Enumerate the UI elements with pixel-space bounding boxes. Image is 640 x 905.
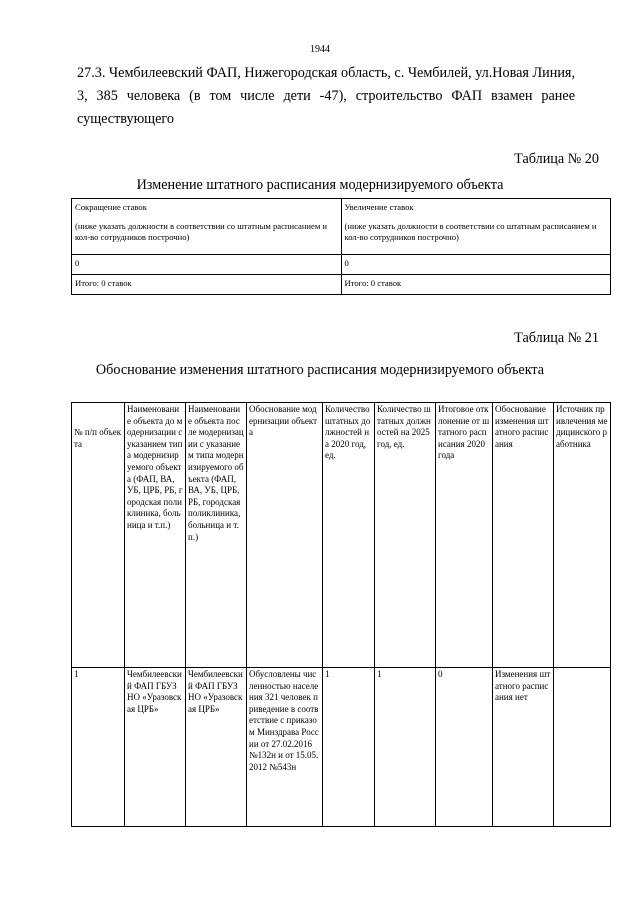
header-staff-source: Источник привлечения медицинского работника bbox=[554, 403, 611, 668]
reduction-header-cell bbox=[72, 199, 342, 255]
table-21-title: Обоснование изменения штатного расписания модернизируемого объекта bbox=[95, 362, 545, 378]
table-20-title: Изменение штатного расписания модернизируемого объекта bbox=[136, 177, 504, 193]
cell-staff-2025: 1 bbox=[375, 668, 436, 827]
header-name-before: Наименование объекта до модернизации с указанием типа модернизируемого объекта (ФАП, ВА, УБ, ЦРБ, РБ, городская поликлиника, больница и т.п.) bbox=[125, 403, 186, 668]
header-staff-2025: Количество штатных должностей на 2025 год, ед. bbox=[375, 403, 436, 668]
staffing-justification-table bbox=[71, 402, 611, 827]
header-object-number: № п/п объекта bbox=[72, 403, 125, 668]
increase-header-cell bbox=[341, 199, 611, 255]
staffing-change-table bbox=[71, 198, 611, 295]
cell-staff-source bbox=[554, 668, 611, 827]
header-name-after: Наименование объекта после модернизации с указанием типа модернизируемого объекта (ФАП, ВА, УБ, ЦРБ, РБ, городская поликлиника, больница и т.п.) bbox=[186, 403, 247, 668]
header-change-reason: Обоснование изменения штатного расписания bbox=[493, 403, 554, 668]
increase-header: Увеличение ставок bbox=[344, 202, 414, 212]
section-paragraph: 27.3. Чембилеевский ФАП, Нижегородская область, с. Чембилей, ул.Новая Линия, 3, 385 человека (в том числе дети -47), строительство ФАП взамен ранее существующего bbox=[77, 65, 575, 127]
table-row bbox=[72, 668, 611, 827]
cell-staff-2020: 1 bbox=[323, 668, 375, 827]
table-20-label: Таблица № 20 bbox=[514, 151, 599, 167]
page-number: 1944 bbox=[310, 44, 330, 55]
cell-deviation: 0 bbox=[436, 668, 493, 827]
reduction-note: (ниже указать должности в соответствии со штатным расписанием и кол-во сотрудников построчно) bbox=[75, 221, 328, 242]
cell-object-number: 1 bbox=[72, 668, 125, 827]
increase-value: 0 bbox=[341, 255, 611, 275]
increase-note: (ниже указать должности в соответствии со штатным расписанием и кол-во сотрудников построчно) bbox=[344, 221, 597, 242]
table-header-row bbox=[72, 403, 611, 668]
increase-total: Итого: 0 ставок bbox=[341, 275, 611, 295]
cell-modernization-reason: Обусловлены численностью населения 321 человек приведение в соответствие с приказом Минздрава России от 27.02.2016 №132н и от 15.05.2012 №543н bbox=[247, 668, 323, 827]
header-deviation: Итоговое отклонение от штатного расписания 2020 года bbox=[436, 403, 493, 668]
reduction-value: 0 bbox=[72, 255, 342, 275]
cell-name-before: Чембилеевский ФАП ГБУЗ НО «Уразовская ЦРБ» bbox=[125, 668, 186, 827]
reduction-header: Сокращение ставок bbox=[75, 202, 147, 212]
table-21-label: Таблица № 21 bbox=[514, 330, 599, 346]
reduction-total: Итого: 0 ставок bbox=[72, 275, 342, 295]
cell-change-reason: Изменения штатного расписания нет bbox=[493, 668, 554, 827]
header-staff-2020: Количество штатных должностей на 2020 год, ед. bbox=[323, 403, 375, 668]
cell-name-after: Чембилеевский ФАП ГБУЗ НО «Уразовская ЦРБ» bbox=[186, 668, 247, 827]
header-modernization-reason: Обоснование модернизации объекта bbox=[247, 403, 323, 668]
